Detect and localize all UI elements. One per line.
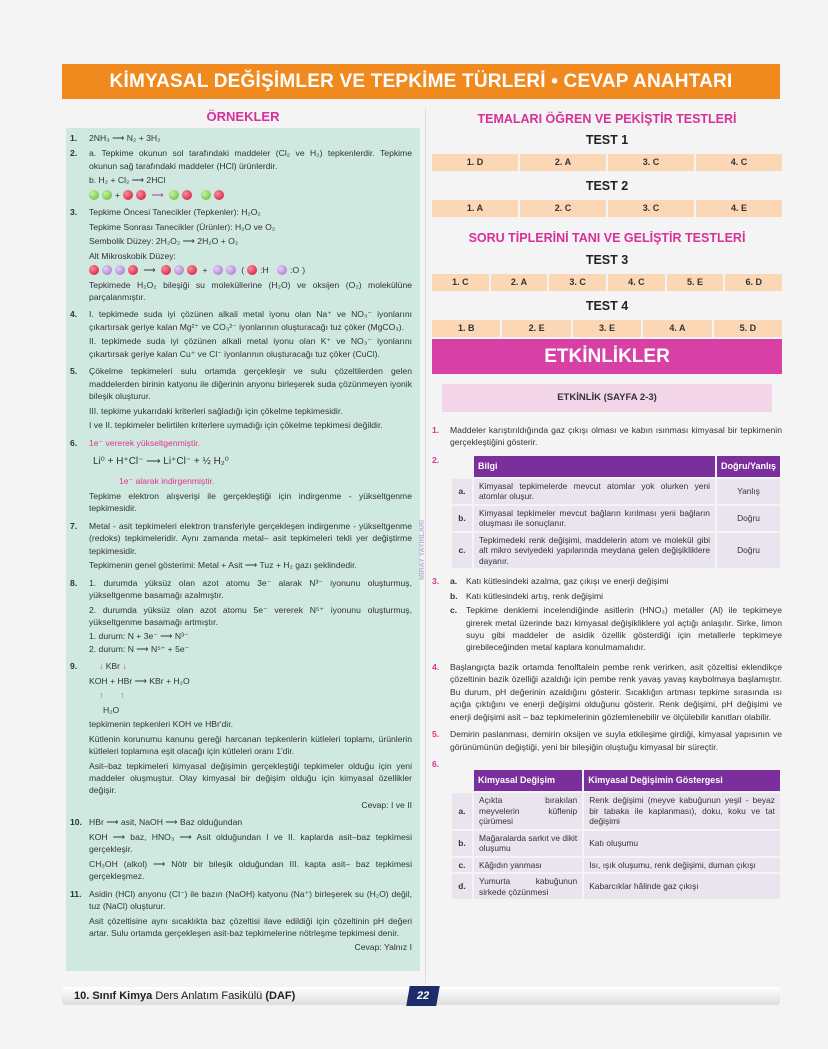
section-heading: SORU TİPLERİNİ TANI VE GELİŞTİR TESTLERİ — [468, 231, 746, 246]
test-title: TEST 3 — [585, 252, 629, 267]
answer-cell: 1. B — [432, 320, 500, 337]
part-letter: a. — [450, 576, 458, 587]
answer-cell: 2. E — [502, 320, 570, 337]
answer-cell: 2. A — [491, 274, 548, 291]
answer-9-result: Cevap: I ve II — [361, 799, 412, 810]
answer-2b: b. H₂ + Cl₂ ⟶ 2HCl — [89, 175, 166, 186]
reduction-label: 1e⁻ alarak indirgenmiştir. — [119, 476, 215, 487]
page-number: 22 — [406, 986, 440, 1006]
row-answer: Doğru — [717, 533, 780, 569]
answer-10-line: KOH ⟶ baz, HNO₃ ⟶ Asit olduğundan I ve II. kaplarda asit–baz tepkimesi gerçekleşir. — [89, 831, 412, 855]
answer-8-line: 2. durum: N ⟶ N⁵⁺ + 5e⁻ — [89, 643, 190, 654]
test-3-answers — [432, 274, 782, 291]
answer-7-line: Metal - asit tepkimeleri elektron transferiyle gerçekleşen indirgenme - yükseltgenme (redoks) tepkimeleridir. Aynı zamanda metal– asit tepkimeleri tekli yer değiştirme tepkimesidir. — [89, 520, 412, 556]
table-row — [452, 858, 780, 873]
activity-answer-5: Demirin paslanması, demirin oksijen ve suyla etkileşime girdiği, kimyasal yapısının ve görünümünün değiştiği, yeni bir bileşiğin oluştuğu kimyasal bir süreçtir. — [450, 729, 782, 752]
row-text: Mağaralarda sarkıt ve dikit oluşumu — [474, 831, 582, 856]
answer-cell: 4. C — [696, 154, 782, 171]
activity-3-part — [450, 604, 782, 654]
activity-answer-3 — [450, 575, 782, 656]
answer-11-line: Asit çözeltisine aynı sıcaklıkta baz çözeltisi ilave edildiği için çözeltinin pH değeri artar. Sulu ortamda gerçekleşen asit-baz tepkimelerine nötrleşme tepkimesi denir. — [89, 915, 412, 938]
chemical-change-table — [450, 768, 782, 901]
answer-key-column: TEMALARI ÖĞREN VE PEKİŞTİR TESTLERİ TEST 1 1. D 2. A 3. C 4. C TEST 2 1. A 2. C 3. C 4. E SORU TİPLERİNİ TANI VE GELİŞTİR TESTLERİ TEST 3 1. C 2. A 3. C 4. C 5. E 6. D TEST 4 1. B 2. E 3. E 4. A 5. D ETKİNLİKLER ETKİNLİK (SAYFA 2-3) 1. Maddeler karıştırıldığında gaz çıkışı olması ve kabın ısınması kimyasal bir tepkimenin gerçekleştiğini gösterir. 2. Bilgi Doğru/Yanlış a. Kimyasal tepkimelerde mevcut atomlar yok olurken yeni atomlar oluşur. Yanlış b. Kimyasal tepkimeler mevcut bağların kırılması yeni bağların oluşması ile sonuçlanır. Doğru c. Tepkimedeki renk değişimi, maddelerin atom ve molekül gibi alt mikro seviyedeki yapılarında meydana gelen değişikliklere dayanır. Doğru 3. a. Katı kütlesindeki azalma, gaz çıkışı ve enerji değişimi b. Katı kütlesindeki artış, renk değişimi c. Tepkime denklemi incelendiğinde asitlerin (HNO₃) metaller (Al) ile tepkimeye girerek metal üzerinde bazı kimyasal değişikliklere yol açtığı anlaşılır. Sirke, limon suyu gibi maddeler de asidik özellik gösterdiği için metallerle tepkimeye girebileceğinden metal kaplara konulmamalıdır. 4. Başlangıçta bazik ortamda fenolftalein pembe renk verirken, asit çözeltisi eklendikçe çözeltinin bazik özelliği azaldığı için pembe renk yavaş yavaş kaybolmaya başlamıştır. Bu durum, pH değerinin azaldığını gösterir. Sıcaklığın artması tepkime sırasında ısı açığa çıktığını ve enerji değişimi olduğunu gösterir. Renk değişimi, pH değişimi ve enerji değişimi asit – baz tepkimelerinin gözlemlenebilir ve ölçülebilir kanıtları olabilir. 5. Demirin paslanması, demirin oksijen ve suyla etkileşime girdiği, kimyasal yapısının ve görünümünün değiştiği, yeni bir bileşiğin oluştuğu kimyasal bir süreçtir. 6. Kimyasal Değişim Kimyasal Değişimin Göstergesi a. Açıkta bırakılan meyvelerin küflenip çürümesi Renk değişimi (meyve kabuğunun yeşil - beyaz bir tabaka ile kaplanması), doku, koku ve tat değişimi b. Mağaralarda sarkıt ve dikit oluşumu Katı oluşumu c. Kâğıdın yanması Isı, ışık oluşumu, renk değişimi, duman çıkışı d. Yumurta kabuğunun sirkede çözünmesi Kabarcıklar hâlinde gaz çıkışı — [432, 108, 782, 906]
publisher-watermark: MİRAY YAYINLARI — [419, 520, 426, 581]
row-text: Açıkta bırakılan meyvelerin küflenip çürümesi — [474, 793, 582, 829]
table-row — [452, 533, 780, 569]
kbr-label: KBr — [105, 661, 121, 672]
legend-o: :O — [290, 265, 300, 276]
book-subtitle: Ders Anlatım Fasikülü — [152, 990, 266, 1002]
row-letter: a. — [452, 793, 472, 829]
row-letter: a. — [452, 479, 472, 504]
row-answer: Yanlış — [717, 479, 780, 504]
answer-4-line: II. tepkimede suda iyi çözünen alkali metal iyonu olan K⁺ ve NO₃⁻ iyonlarını çıkartırsak geriye kalan Cu⁺ ve Cl⁻ iyonlarının oluşturacağı tuz çöker (CuCl). — [89, 336, 412, 359]
answer-3-end: Tepkimede H₂O₂ bileşiği su moleküllerine (H₂O) ve oksijen (O₂) molekülüne parçalanmıştır. — [89, 279, 412, 302]
row-text: Kimyasal tepkimeler mevcut bağların kırılması yeni bağların oluşması ile sonuçlanır. — [474, 506, 715, 531]
table-row — [452, 831, 780, 856]
answer-cell: 4. A — [643, 320, 711, 337]
redox-equation: Li⁰ + H⁺Cl⁻ ⟶ Li⁺Cl⁻ + ½ H₂⁰ — [93, 455, 229, 467]
part-letter: c. — [450, 605, 458, 616]
column-header: Doğru/Yanlış — [717, 456, 780, 477]
answer-8-line: 1. durumda yüksüz olan azot atomu 3e⁻ alarak N³⁻ iyonunu oluşturmuş, yükseltgenme basamağı azalmıştır. — [89, 577, 412, 601]
activities-banner: ETKİNLİKLER — [432, 339, 782, 374]
activity-subtitle: ETKİNLİK (SAYFA 2-3) — [442, 384, 772, 412]
part-letter: b. — [450, 590, 458, 601]
row-letter: d. — [452, 874, 472, 899]
answer-11-line: Asidin (HCl) anyonu (Cl⁻) ile bazın (NaOH) katyonu (Na⁺) birleşerek su (H₂O) değil, tuz (NaCl) oluşturur. — [89, 888, 412, 912]
h2o-label: H₂O — [103, 704, 120, 715]
book-code: (DAF) — [265, 990, 296, 1002]
part-text: Katı kütlesindeki artış, renk değişimi — [466, 590, 604, 601]
answer-cell: 1. A — [432, 200, 518, 217]
answer-cell: 1. D — [432, 154, 518, 171]
answer-2a: a. Tepkime okunun sol tarafındaki maddeler (Cl₂ ve H₂) tepkenlerdir. Tepkime okunun sağ tarafındaki maddeler (HCl) ürünlerdir. — [89, 148, 412, 171]
row-letter: b. — [452, 831, 472, 856]
answer-8-line: 2. durumda yüksüz olan azot atomu 5e⁻ vererek N⁵⁺ iyonunu oluşturmuş, yükseltgenme basamağı artmıştır. — [89, 604, 412, 627]
row-letter: c. — [452, 858, 472, 873]
answer-cell: 4. C — [608, 274, 665, 291]
examples-heading: ÖRNEKLER — [206, 109, 280, 124]
answer-7-line: Tepkimenin genel gösterimi: Metal + Asit ⟶ Tuz + H₂ gazı şeklindedir. — [89, 560, 357, 571]
row-text: Kâğıdın yanması — [474, 858, 582, 873]
answer-10-line: HBr ⟶ asit, NaOH ⟶ Baz olduğundan — [89, 817, 243, 828]
table-row — [452, 479, 780, 504]
answer-cell: 4. E — [696, 200, 782, 217]
answer-6-end: Tepkime elektron alışverişi ile gerçekleştiği için indirgenme - yükseltgenme tepkimesidir. — [89, 490, 412, 514]
answer-cell: 2. C — [520, 200, 606, 217]
book-title: 10. Sınıf Kimya — [74, 990, 153, 1002]
answer-3-line: Sembolik Düzey: 2H₂O₂ ⟶ 2H₂O + O₂ — [89, 236, 239, 247]
neutralization-equation: KOH + HBr ⟶ KBr + H₂O — [89, 675, 190, 686]
answer-cell: 3. C — [608, 154, 694, 171]
answer-cell: 5. D — [714, 320, 782, 337]
row-answer: Katı oluşumu — [584, 831, 780, 856]
oxidation-label: 1e⁻ vererek yükseltgenmiştir. — [89, 437, 201, 448]
answer-5-line: Çökelme tepkimeleri sulu ortamda gerçekleşir ve sulu çözeltilerden gelen maddelerden birinin katyonu ile diğerinin anyonu birleşerek suda çözünmeyen iyonik bileşik oluşturur. — [89, 366, 412, 402]
row-answer: Kabarcıklar hâlinde gaz çıkışı — [584, 874, 780, 899]
test-1-answers — [432, 154, 782, 171]
page-footer — [62, 987, 780, 1005]
test-2-answers — [432, 200, 782, 217]
answer-3-line: Tepkime Sonrası Tanecikler (Ürünler): H₂O ve O₂ — [89, 221, 276, 232]
answer-5-line: III. tepkime yukarıdaki kriterleri sağladığı için çökelme tepkimesidir. — [89, 405, 343, 416]
activity-3-part — [450, 590, 782, 602]
test-title: TEST 1 — [585, 133, 629, 148]
answer-3-line: Tepkime Öncesi Tanecikler (Tepkenler): H₂O₂ — [89, 207, 261, 218]
answer-5-line: I ve II. tepkimeler belirtilen kriterlere uymadığı için çökelme tepkimesi değildir. — [89, 420, 383, 431]
test-title: TEST 2 — [585, 179, 629, 194]
activity-answer-1: Maddeler karıştırıldığında gaz çıkışı olması ve kabın ısınması kimyasal bir tepkimenin gerçekleştiğini gösterir. — [450, 424, 782, 448]
part-text: Tepkime denklemi incelendiğinde asitlerin (HNO₃) metaller (Al) ile tepkimeye girerek metal üzerinde bazı kimyasal değişikliklere yol açtığı anlaşılır. Sirke, limon suyu gibi maddeler de asidik özellik gösterdiği için metallerle tepkimeye girebileceğinden metal kaplara konulmamalıdır. — [466, 605, 782, 653]
answer-11-result: Cevap: Yalnız I — [354, 942, 412, 953]
answer-cell: 3. C — [549, 274, 606, 291]
activity-answer-4: Başlangıçta bazik ortamda fenolftalein pembe renk verirken, asit çözeltisi eklendikçe çözeltinin bazik özelliği azaldığı için pembe renk yavaş yavaş kaybolmaya başlamıştır. Bu durum, pH değerinin azaldığını gösterir. Sıcaklığın artması tepkime sırasında ısı açığa çıktığını ve enerji değişimi olduğunu gösterir. Renk değişimi, pH değişimi ve enerji değişimi asit – baz tepkimelerinin gözlemlenebilir ve ölçülebilir kanıtları olabilir. — [450, 661, 782, 722]
answer-4-line: I. tepkimede suda iyi çözünen alkali metal iyonu olan Na⁺ ve NO₃⁻ iyonlarını çıkartırsak geriye kalan Mg²⁺ ve CO₃²⁻ iyonlarının oluşturacağı tuz çöker (MgCO₃). — [89, 309, 412, 332]
test-title: TEST 4 — [585, 298, 629, 313]
row-letter: b. — [452, 506, 472, 531]
column-header: Bilgi — [474, 456, 715, 477]
row-text: Yumurta kabuğunun sirkede çözünmesi — [474, 874, 582, 899]
table-row — [452, 874, 780, 899]
legend-h: :H — [260, 265, 269, 276]
answer-cell: 3. C — [608, 200, 694, 217]
answer-9-line: Asit–baz tepkimeleri kimyasal değişimin gerçekleştiği tepkimeler olduğu için yeni maddeler oluşmuştur. Olay kimyasal bir değişim olduğu için kimyasal özellikler değişir. — [89, 760, 412, 796]
table-row — [452, 793, 780, 829]
true-false-table — [450, 454, 782, 571]
molecule-diagram-hcl: + ⟶ — [89, 189, 412, 201]
answer-9-line: Kütlenin korunumu kanunu gereği harcanan tepkenlerin kütleleri toplamı, ürünlerin kütleleri toplamına eşit olacağı için kütleleri oranı 1'dir. — [89, 733, 412, 757]
part-text: Katı kütlesindeki azalma, gaz çıkışı ve enerji değişimi — [466, 576, 669, 587]
activity-3-part — [450, 575, 782, 587]
row-answer: Renk değişimi (meyve kabuğunun yeşil - beyaz bir tabaka ile kaplanması), doku, koku ve tat değişimi — [584, 793, 780, 829]
row-text: Kimyasal tepkimelerde mevcut atomlar yok olurken yeni atomlar oluşur. — [474, 479, 715, 504]
answer-cell: 2. A — [520, 154, 606, 171]
row-letter: c. — [452, 533, 472, 569]
answer-cell: 5. E — [667, 274, 724, 291]
answer-1: 2NH₃ ⟶ N₂ + 3H₂ — [89, 133, 161, 143]
row-answer: Isı, ışık oluşumu, renk değişimi, duman çıkışı — [584, 858, 780, 873]
row-text: Tepkimedeki renk değişimi, maddelerin atom ve molekül gibi alt mikro seviyedeki yapılarında meydana gelen değişikliklere dayanır. — [474, 533, 715, 569]
examples-answers: 1. 2NH₃ ⟶ N₂ + 3H₂ 2. a. Tepkime okunun sol tarafındaki maddeler (Cl₂ ve H₂) tepkenlerdir. Tepkime okunun sağ tarafındaki maddeler (HCl) ürünlerdir. b. H₂ + Cl₂ ⟶ 2HCl + ⟶ 3. Tepkime Öncesi Tanecikler (Tepkenler): H₂O₂ Tepkime Sonrası Tanecikler (Ürünler): H₂O ve O₂ Sembolik Düzey: 2H₂O₂ ⟶ 2H₂O + O₂ Alt Mikroskobik Düzey: ⟶ + ( :H :O ) Tepkimede H₂O₂ bileşiği su moleküllerine (H₂O) ve oksijen (O₂) molekülüne parçalanmıştır. 4. I. tepkimede suda iyi çözünen alkali metal iyonu olan Na⁺ ve NO₃⁻ iyonlarını çıkartırsak geriye kalan Mg²⁺ ve CO₃²⁻ iyonlarının oluşturacağı tuz çöker (MgCO₃). II. tepkimede suda iyi çözünen alkali metal iyonu olan K⁺ ve NO₃⁻ iyonlarını çıkartırsak geriye kalan Cu⁺ ve Cl⁻ iyonlarının oluşturacağı tuz çöker (CuCl). 5. Çökelme tepkimeleri sulu ortamda gerçekleşir ve sulu çözeltilerden gelen maddelerden birinin katyonu ile diğerinin anyonu birleşerek suda çözünmeyen iyonik bileşik oluşturur. III. tepkime yukarıdaki kriterleri sağladığı için çökelme tepkimesidir. I ve II. tepkimeler belirtilen kriterlere uymadığı için çökelme tepkimesi değildir. 6. 1e⁻ vererek yükseltgenmiştir. Li⁰ + H⁺Cl⁻ ⟶ Li⁺Cl⁻ + ½ H₂⁰ 1e⁻ alarak indirgenmiştir. Tepkime elektron alışverişi ile gerçekleştiği için indirgenme - yükseltgenme tepkimesidir. 7. Metal - asit tepkimeleri elektron transferiyle gerçekleşen indirgenme - yükseltgenme (redoks) tepkimeleridir. Aynı zamanda metal– asit tepkimeleri tekli yer değiştirme tepkimesidir. Tepkimenin genel gösterimi: Metal + Asit ⟶ Tuz + H₂ gazı şeklindedir. 8. 1. durumda yüksüz olan azot atomu 3e⁻ alarak N³⁻ iyonunu oluşturmuş, yükseltgenme basamağı azalmıştır. 2. durumda yüksüz olan azot atomu 5e⁻ vererek N⁵⁺ iyonunu oluşturmuş, yükseltgenme basamağı artmıştır. 1. durum: N + 3e⁻ ⟶ N³⁻ 2. durum: N ⟶ N⁵⁺ + 5e⁻ 9. ↓ KBr ↓ KOH + HBr ⟶ KBr + H₂O ↑ ↑ H₂O tepkimenin tepkenleri KOH ve HBr'dir. Kütlenin korunumu kanunu gereği harcanan tepkenlerin kütleleri toplamı, ürünlerin kütleleri toplamına eşit olacağı için kütleleri oranı 1'dir. Asit–baz tepkimeleri kimyasal değişimin gerçekleştiği tepkimeler olduğu için yeni maddeler oluşmuştur. Olay kimyasal bir değişim olduğu için kimyasal özellikler değişir. Cevap: I ve II 10. HBr ⟶ asit, NaOH ⟶ Baz olduğundan KOH ⟶ baz, HNO₃ ⟶ Asit olduğundan I ve II. kaplarda asit–baz tepkimesi gerçekleşir. CH₃OH (alkol) ⟶ Nötr bir bileşik olduğundan III. kapta asit– baz tepkimesi gerçekleşmez. 11. Asidin (HCl) anyonu (Cl⁻) ile bazın (NaOH) katyonu (Na⁺) birleşerek su (H₂O) değil, tuz (NaCl) oluşturur. Asit çözeltisine aynı sıcaklıkta baz çözeltisi ilave edildiği için çözeltinin pH değeri artar. Sulu ortamda gerçekleşen asit-baz tepkimelerine nötrleşme tepkimesi denir. Cevap: Yalnız I — [66, 128, 420, 971]
answer-cell: 6. D — [725, 274, 782, 291]
answer-cell: 1. C — [432, 274, 489, 291]
test-4-answers — [432, 320, 782, 337]
answer-8-line: 1. durum: N + 3e⁻ ⟶ N³⁻ — [89, 631, 189, 642]
section-heading: TEMALARI ÖĞREN VE PEKİŞTİR TESTLERİ — [477, 112, 737, 126]
answer-3-line: Alt Mikroskobik Düzey: — [89, 250, 176, 261]
page-title: KİMYASAL DEĞİŞİMLER VE TEPKİME TÜRLERİ • CEVAP ANAHTARI — [62, 64, 780, 99]
answer-10-line: CH₃OH (alkol) ⟶ Nötr bir bileşik olduğundan III. kapta asit– baz tepkimesi gerçekleşmez. — [89, 858, 412, 882]
row-answer: Doğru — [717, 506, 780, 531]
column-header: Kimyasal Değişimin Göstergesi — [584, 770, 780, 791]
table-row — [452, 506, 780, 531]
column-header: Kimyasal Değişim — [474, 770, 582, 791]
molecule-diagram-h2o2: ⟶ + ( :H :O ) — [89, 264, 412, 276]
answer-cell: 3. E — [573, 320, 641, 337]
answer-9-line: tepkimenin tepkenleri KOH ve HBr'dir. — [89, 719, 233, 730]
